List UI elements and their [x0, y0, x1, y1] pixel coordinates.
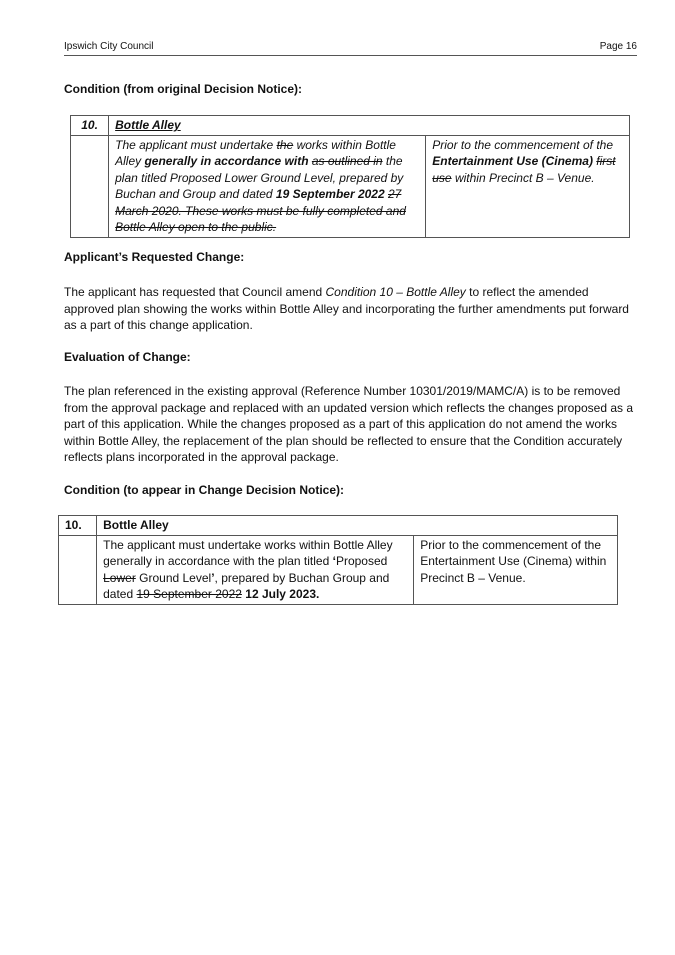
- deleted-text: the: [276, 137, 294, 152]
- body-text: The applicant must undertake: [115, 137, 277, 152]
- original-condition-heading: Condition (from original Decision Notice):: [64, 82, 302, 96]
- table-row: [59, 535, 618, 604]
- new-condition-heading: Condition (to appear in Change Decision Notice):: [64, 483, 345, 497]
- condition-body: [109, 135, 426, 237]
- paragraph-text: to reflect the amended approved plan showing the works within Bottle Alley and incorporating the further amendments put forward as a part of this change application.: [64, 285, 629, 332]
- requested-change-paragraph: [64, 284, 634, 334]
- inserted-text: Entertainment Use (Cinema): [432, 154, 593, 168]
- table-header-row: [71, 116, 630, 136]
- evaluation-paragraph: The plan referenced in the existing approval (Reference Number 10301/2019/MAMC/A) is to be removed from the approval package and replaced with an updated version which reflects the changes proposed as a part of this application. While the changes proposed as a part of this application do not amend the works within Bottle Alley, the replacement of the plan should be reflected to ensure that the Condition accurately reflects plans incorporated in the approval package.: [64, 384, 634, 464]
- table-header-row: [59, 516, 618, 536]
- empty-cell: [71, 135, 109, 237]
- header-page-number: Page 16: [599, 41, 637, 52]
- body-text: Ground Level: [135, 570, 212, 585]
- table-row: [71, 135, 630, 237]
- condition-number: 10.: [59, 516, 97, 536]
- original-condition-table: [70, 115, 630, 238]
- inserted-text: 19 September 2022: [275, 187, 385, 201]
- body-text: Proposed: [335, 554, 388, 568]
- body-text: , prepared by Buchan Group and dated: [103, 570, 390, 601]
- condition-timing: [426, 135, 630, 237]
- condition-number: 10.: [71, 116, 109, 136]
- empty-cell: [59, 535, 97, 604]
- inserted-text: generally in accordance with: [144, 154, 309, 168]
- condition-timing: Prior to the commencement of the Entertainment Use (Cinema) within Precinct B – Venue.: [414, 535, 618, 604]
- body-text: The applicant must undertake works within Bottle Alley generally in accordance with the plan titled: [103, 537, 393, 568]
- deleted-text: 19 September 2022: [136, 587, 242, 601]
- timing-text: Prior to the commencement of the: [432, 137, 613, 152]
- condition-body: [97, 535, 414, 604]
- evaluation-heading: Evaluation of Change:: [64, 350, 191, 364]
- deleted-text: first use: [432, 154, 616, 185]
- page-header: [64, 40, 637, 56]
- body-text: the plan titled Proposed Lower Ground Level, prepared by Buchan and Group and dated: [115, 154, 404, 201]
- deleted-text: Lower: [103, 570, 136, 585]
- inserted-text: 12 July 2023.: [245, 587, 320, 601]
- paragraph-text: The applicant has requested that Council amend: [64, 285, 326, 299]
- deleted-text: as outlined in: [311, 154, 383, 168]
- timing-text: within Precinct B – Venue.: [451, 170, 595, 185]
- condition-title: Bottle Alley: [109, 116, 630, 136]
- body-text: works within Bottle Alley: [115, 137, 396, 168]
- inserted-text: ’: [211, 570, 215, 585]
- new-condition-table: [58, 515, 618, 605]
- requested-change-heading: Applicant’s Requested Change:: [64, 250, 245, 264]
- condition-title: Bottle Alley: [97, 516, 618, 536]
- inserted-text: ‘: [332, 554, 336, 568]
- header-organisation: Ipswich City Council: [64, 41, 154, 52]
- paragraph-italic-text: Condition 10 – Bottle Alley: [325, 285, 466, 299]
- deleted-text: 27 March 2020. These works must be fully completed and Bottle Alley open to the public.: [115, 187, 406, 234]
